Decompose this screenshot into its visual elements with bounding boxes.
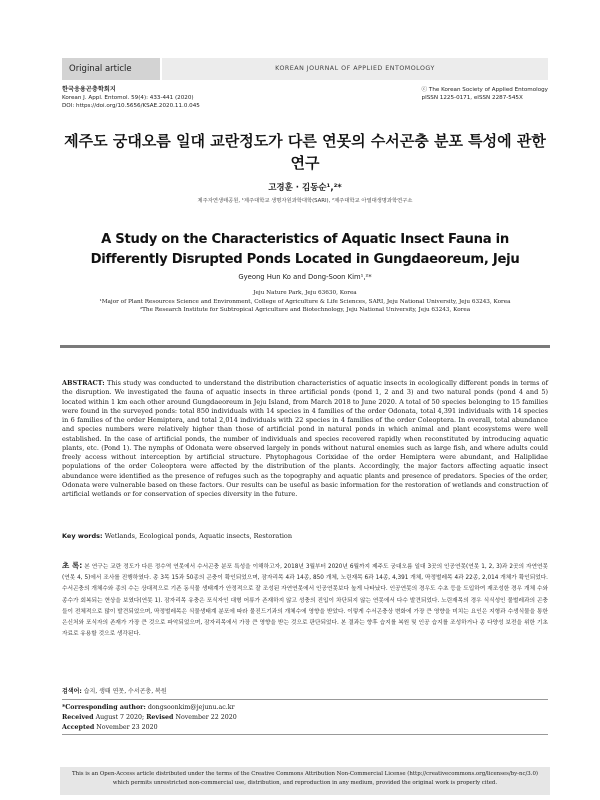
citation-block: [62, 86, 200, 110]
korean-keywords-label: 검색어:: [62, 688, 82, 695]
divider-line: [62, 699, 548, 700]
abstract-label: ABSTRACT:: [62, 379, 105, 387]
accepted-date: November 23 2020: [96, 724, 158, 731]
revised-label: Revised: [146, 714, 174, 721]
affiliation-line: Jeju Nature Park, Jeju 63630, Korea: [253, 290, 357, 296]
section-divider: [60, 345, 550, 348]
korean-abstract-text: 본 연구는 교란 정도가 다른 정수역 연못에서 수서곤충 분포 특성을 이해하고자, 2018년 3월부터 2020년 6월까지 제주도 궁대오름 일대 3곳의 인공연못(연못 1, 2, 3)과 2곳의 자연연못(연못 4, 5)에서 조사를 진행하였다. 총 3목 15과 50종의 곤충이 확인되었으며, 잠자리목 4과 14종, 850 개체, 노린재목 6과 14종, 4,391 개체, 딱정벌레목 4과 22종, 2,014 개체가 확인되었다. 수서곤충의 개체수와 종의 수는 상대적으로 기존 동식물 생태계가 안정적으로 잘 조성된 자연연못에서 인공연못보다 높게 나타났다. 인공연못의 경우도 수초 등을 도입하여 재조성한 경우 개체 수와 종수가 회복되는 현상을 보였다(연못 1). 잠자리목 유충은 포식자인 대형 어류가 존재하지 않고 성충의 진입이 차단되지 않는 연못에서 다수 발견되었다. 노린재목의 경우 식식성인 물벌레과의 곤충들이 전체적으로 많이 발견되었으며, 딱정벌레목은 식물생태계 분포에 따라 물진드기과의 개체수에 영향을 받았다. 이렇게 수서곤충상 변화에 가장 큰 영향을 미치는 요인은 지형과 수생식물을 통한 은신처와 포식자의 존재가 가장 큰 것으로 파악되었으며, 잠자리목에서 가장 큰 영향을 받는 것으로 판단되었다. 본 결과는 향후 습지를 복원 및 인공 습지를 조성하거나 종 다양성 보전을 위한 기초 자료로 유용할 것으로 생각된다.: [62, 564, 548, 638]
received-label: Received: [62, 714, 94, 721]
issn-line: pISSN 1225-0171, eISSN 2287-545X: [421, 95, 523, 101]
corresponding-author-label: *Corresponding author:: [62, 704, 146, 711]
journal-header: [62, 58, 548, 80]
korean-abstract-label: 초 록:: [62, 561, 83, 570]
citation-line: Korean J. Appl. Entomol. 59(4): 433-441 (2020): [62, 95, 194, 101]
korean-keywords-text: 습지, 생태 연못, 수서곤충, 복원: [83, 688, 167, 695]
copyright-line: ⓒ The Korean Society of Applied Entomology: [421, 87, 548, 93]
title-korean: 제주도 궁대오름 일대 교란정도가 다른 연못의 수서곤충 분포 특성에 관한 연구: [64, 132, 546, 172]
correspondence-block: [62, 703, 548, 733]
authors-english: Gyeong Hun Ko and Dong-Soon Kim¹,²*: [238, 273, 372, 281]
abstract-korean: [62, 560, 548, 640]
affiliation-line: ¹Major of Plant Resources Science and Environment, College of Agriculture & Life Sciences, SARI, Jeju National University, Jeju 63243, Korea: [99, 298, 511, 305]
keywords-text: Wetlands, Ecological ponds, Aquatic insects, Restoration: [104, 532, 293, 540]
revised-date: November 22 2020: [175, 714, 237, 721]
article-type-label: Original article: [62, 58, 160, 80]
keywords-english: [62, 532, 548, 540]
license-box: [60, 767, 550, 795]
abstract-text: This study was conducted to understand the distribution characteristics of aquatic insects in ecologically different ponds in terms of the disruption. We investigated the fauna of aquatic insects in three artificial ponds (pond 1, 2 and 3) and two natural ponds (pond 4 and 5) located within 1 km each other around Gungdaeoreum in Jeju Island, from March 2018 to June 2020. A total of 50 species belonging to 15 families were found in the surveyed ponds: total 850 individuals with 14 species in 4 families of the order Odonata, total 4,391 individuals with 14 species in 6 families of the order Hemiptera, and total 2,014 individuals with 22 species in 4 families of the order Coleoptera. In overall, total abundance and species numbers were relatively higher than those of artificial pond in natural ponds in which animal and plant ecosystems were well established. In the case of artificial ponds, the number of individuals and species recovered rapidly when reconstituted by introducing aquatic plants, etc. (Pond 1). The nymphs of Odonata were observed largely in ponds without natural enemies such as large fish, and where adults could freely access without interception by artificial structure. Phytophagous Corixidae of the order Hemiptera were abundant, and Haliplidae populations of the order Coleoptera were affected by the distribution of the plants. Accordingly, the major factors affecting aquatic insect abundance were identified as the presence of refuges such as the topography and aquatic plants and presence of predators. Species of the order, Odonata were vulnerable based on these factors. Our results can be useful as basic information for the restoration of wetlands and construction of artificial wetlands or for conservation of species diversity in the future.: [62, 379, 548, 498]
journal-name-banner: KOREAN JOURNAL OF APPLIED ENTOMOLOGY: [162, 58, 548, 80]
divider-line: [62, 734, 548, 735]
affiliations-english: [62, 289, 548, 315]
accepted-label: Accepted: [62, 724, 95, 731]
affiliations-korean: 제주자연생태공원, ¹제주대학교 생명자원과학대학(SARI), ²제주대학교 아열대생명과학연구소: [197, 198, 413, 204]
journal-name-korean: 한국응용곤충학회지: [62, 86, 116, 93]
corresponding-email[interactable]: dongsoonkim@jejunu.ac.kr: [147, 704, 235, 711]
license-line: which permits unrestricted non-commercial use, distribution, and reproduction in any medium, provided the original work is properly cited.: [112, 780, 498, 786]
title-english: A Study on the Characteristics of Aquatic Insect Fauna in Differently Disrupted Ponds Located in Gungdaeoreum, Jeju: [90, 232, 520, 267]
keywords-label: Key words:: [62, 532, 103, 540]
license-line: This is an Open-Access article distributed under the terms of the Creative Commons Attribution Non-Commercial License (http://creativecommons.org/licenses/by-nc/3.0): [72, 771, 538, 777]
keywords-korean: [62, 686, 548, 695]
doi-link[interactable]: DOI: https://doi.org/10.5656/KSAE.2020.11.0.045: [62, 103, 200, 109]
abstract-english: [62, 379, 548, 499]
received-date: August 7 2020;: [95, 714, 145, 721]
authors-korean: 고경훈 · 김동순¹,²*: [268, 183, 342, 193]
copyright-block: [422, 86, 548, 102]
affiliation-line: ²The Research Institute for Subtropical Agriculture and Biotechnology, Jeju National University, Jeju 63243, Korea: [139, 307, 471, 314]
